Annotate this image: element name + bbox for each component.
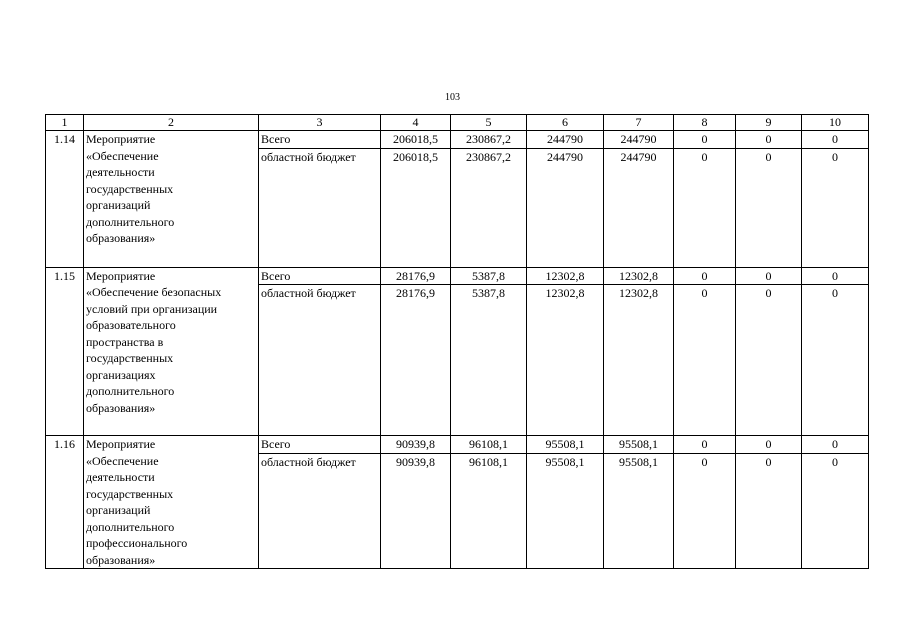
value-cell: 0: [736, 453, 802, 569]
value-cell: 0: [802, 267, 869, 285]
funding-source: областной бюджет: [259, 148, 381, 267]
measure-name-line: Мероприятие: [86, 268, 156, 283]
header-cell: 8: [674, 115, 736, 131]
header-cell: 9: [736, 115, 802, 131]
measure-name: [84, 267, 259, 436]
measure-name-line: образования»: [86, 400, 156, 415]
measure-name-line: «Обеспечение: [86, 148, 159, 163]
value-cell: 244790: [527, 148, 604, 267]
value-cell: 12302,8: [527, 285, 604, 436]
measure-name-line: «Обеспечение: [86, 453, 159, 468]
page-number: 103: [445, 92, 460, 103]
measure-name-line: государственных: [86, 181, 174, 196]
value-cell: 95508,1: [604, 453, 674, 569]
value-cell: 0: [736, 267, 802, 285]
measure-name-line: образования»: [86, 552, 156, 567]
header-cell: 7: [604, 115, 674, 131]
value-cell: 206018,5: [381, 148, 451, 267]
value-cell: 0: [736, 131, 802, 149]
value-cell: 12302,8: [604, 267, 674, 285]
measure-name-line: профессионального: [86, 536, 188, 550]
measure-name-line: условий при организации: [86, 301, 218, 316]
measure-name-line: организаций: [86, 503, 151, 517]
value-cell: 0: [674, 453, 736, 569]
measure-name-line: дополнительного: [86, 384, 175, 398]
header-cell: 2: [84, 115, 259, 131]
value-cell: 95508,1: [604, 436, 674, 454]
value-cell: 0: [802, 285, 869, 436]
value-cell: 206018,5: [381, 131, 451, 149]
value-cell: 244790: [604, 148, 674, 267]
value-cell: 0: [802, 148, 869, 267]
value-cell: 0: [674, 148, 736, 267]
measure-name-line: организациях: [86, 367, 156, 382]
funding-source: Всего: [259, 131, 381, 149]
value-cell: 90939,8: [381, 453, 451, 569]
funding-source: Всего: [259, 267, 381, 285]
table-row-total: [46, 267, 869, 285]
value-cell: 244790: [604, 131, 674, 149]
measure-name: [84, 436, 259, 569]
measure-name-line: государственных: [86, 351, 174, 365]
header-cell: 1: [46, 115, 84, 131]
measure-name-line: «Обеспечение безопасных: [86, 285, 222, 299]
value-cell: 96108,1: [451, 453, 527, 569]
measure-name-line: дополнительного: [86, 214, 175, 229]
value-cell: 0: [674, 131, 736, 149]
table-row-total: [46, 436, 869, 454]
measure-name-line: государственных: [86, 486, 174, 501]
value-cell: 230867,2: [451, 148, 527, 267]
value-cell: 12302,8: [527, 267, 604, 285]
value-cell: 0: [802, 436, 869, 454]
value-cell: 244790: [527, 131, 604, 149]
value-cell: 95508,1: [527, 453, 604, 569]
value-cell: 0: [736, 285, 802, 436]
value-cell: 0: [736, 148, 802, 267]
measure-name: [84, 131, 259, 268]
value-cell: 0: [802, 453, 869, 569]
value-cell: 0: [736, 436, 802, 454]
funding-source: областной бюджет: [259, 453, 381, 569]
measure-code: 1.16: [46, 436, 84, 569]
header-cell: 5: [451, 115, 527, 131]
measure-name-line: образовательного: [86, 318, 176, 332]
value-cell: 95508,1: [527, 436, 604, 454]
measure-name-line: пространства в: [86, 334, 164, 349]
measure-name-line: Мероприятие: [86, 437, 156, 451]
header-cell: 10: [802, 115, 869, 131]
measure-name-line: организаций: [86, 198, 151, 212]
measure-code: 1.15: [46, 267, 84, 436]
budget-table: [45, 114, 869, 569]
value-cell: 0: [674, 267, 736, 285]
value-cell: 230867,2: [451, 131, 527, 149]
value-cell: 0: [674, 285, 736, 436]
header-cell: 4: [381, 115, 451, 131]
header-row: [46, 115, 869, 131]
table-row-total: [46, 131, 869, 149]
funding-source: областной бюджет: [259, 285, 381, 436]
funding-source: Всего: [259, 436, 381, 454]
measure-code: 1.14: [46, 131, 84, 268]
value-cell: 12302,8: [604, 285, 674, 436]
value-cell: 28176,9: [381, 285, 451, 436]
value-cell: 96108,1: [451, 436, 527, 454]
value-cell: 5387,8: [451, 285, 527, 436]
value-cell: 28176,9: [381, 267, 451, 285]
value-cell: 5387,8: [451, 267, 527, 285]
measure-name-line: Мероприятие: [86, 132, 156, 146]
value-cell: 0: [674, 436, 736, 454]
header-cell: 6: [527, 115, 604, 131]
measure-name-line: дополнительного: [86, 519, 175, 534]
measure-name-line: деятельности: [86, 165, 155, 179]
header-cell: 3: [259, 115, 381, 131]
value-cell: 90939,8: [381, 436, 451, 454]
measure-name-line: образования»: [86, 231, 156, 245]
value-cell: 0: [802, 131, 869, 149]
measure-name-line: деятельности: [86, 470, 155, 484]
